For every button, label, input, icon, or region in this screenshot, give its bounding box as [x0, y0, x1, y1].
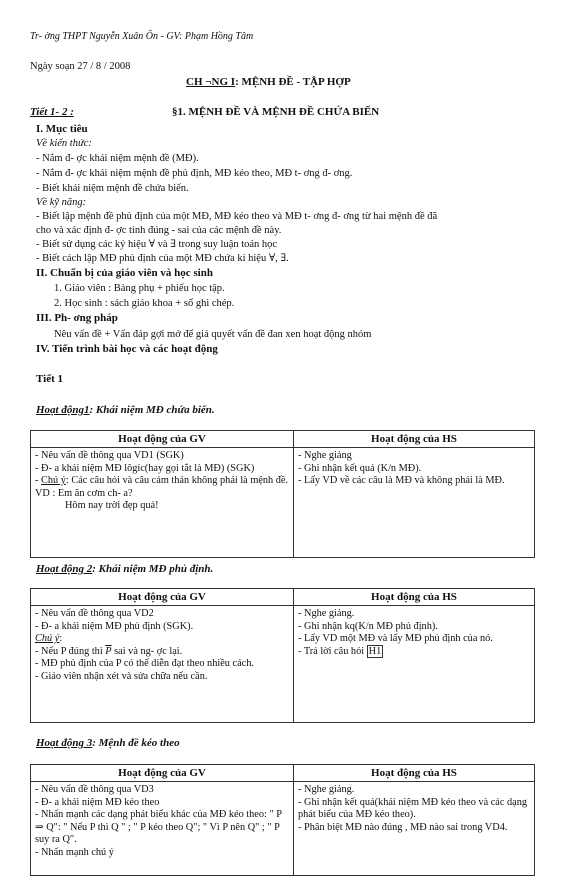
activity2-hs-cell: [294, 606, 535, 723]
activity3-col-hs: Hoạt động của HS: [294, 765, 535, 782]
chapter-title: [186, 76, 351, 89]
section4-title: IV. Tiến trình bài học và các hoạt động: [36, 343, 218, 355]
section3-title: III. Ph- ơng pháp: [36, 312, 118, 324]
activity1-hs-line-3: - Lấy VD về các câu là MĐ và không phải là MĐ.: [298, 475, 505, 486]
activity1-hs-cell: [294, 448, 535, 558]
activity3-hs-line-3: - Phân biệt MĐ nào đúng , MĐ nào sai trong VD4.: [298, 821, 508, 833]
activity2-false-text: sai và ng- ợc lại.: [114, 645, 183, 657]
page-header: Tr- ờng THPT Nguyễn Xuân Ôn - GV: Phạm Hồng Tâm: [30, 31, 254, 42]
activity3-gv-cell: [31, 782, 294, 876]
activity1-table: [30, 430, 535, 558]
activity2-gv-line-1: - Nêu vấn đề thông qua VD2: [35, 608, 154, 619]
section1-title: I. Mục tiêu: [36, 123, 88, 135]
activity2-gv-line-2: - Đ- a khái niệm MĐ phủ định (SGK).: [35, 620, 194, 632]
activity3-title: : Mệnh đề kéo theo: [92, 737, 180, 749]
activity3-label: Hoạt động 3: [36, 737, 93, 749]
activity1-label: Hoạt động1: [36, 404, 90, 416]
p-bar-symbol: $\overline{P}$: [105, 645, 112, 657]
lesson-title: §1. MỆNH ĐỀ VÀ MỆNH ĐỀ CHỨA BIẾN: [172, 106, 380, 118]
activity2-hs-line-1: - Nghe giảng.: [298, 608, 355, 619]
activity1-note-text: : Các câu hỏi và câu cảm thán không phải là mệnh đề.: [65, 475, 289, 486]
activity1-hs-line-1: - Nghe giảng: [298, 450, 352, 461]
activity3-gv-line-4: - Nhấn mạnh chú ý: [35, 846, 114, 858]
activity2-gv-note: Chú ý:: [35, 633, 63, 644]
activity2-gv-line-5: - Giáo viên nhận xét và sửa chữa nếu cần.: [35, 670, 208, 682]
skills-item-2: - Biết sử dụng các ký hiệu ∀ và ∃ trong suy luận toán học: [36, 239, 278, 250]
activity2-table: [30, 588, 535, 723]
activity1-col-hs: Hoạt động của HS: [294, 431, 535, 448]
activity3-gv-line-2: - Đ- a khái niệm MĐ kéo theo: [35, 796, 160, 808]
activity2-hs-line-4: [298, 646, 530, 659]
tiet1-heading: Tiết 1: [36, 373, 63, 385]
skills-item-3: - Biết cách lập MĐ phủ định của một MĐ chứa kí hiệu ∀, ∃.: [36, 253, 289, 264]
activity2-if-text: - Nếu P đúng thì: [35, 645, 103, 657]
method-text: Nêu vấn đề + Vấn đáp gợi mở để giả quyết vấn đề đan xen hoạt động nhóm: [54, 329, 372, 340]
activity2-gv-cell: [31, 606, 294, 723]
h1-box: H1: [368, 645, 382, 657]
activity2-gv-line-3: [35, 646, 289, 659]
skills-label: Về kỹ năng:: [36, 197, 87, 208]
activity1-title: : Khái niệm MĐ chứa biến.: [89, 404, 215, 416]
activity1-gv-line-2: - Đ- a khái niệm MĐ lôgíc(hay gọi tắt là MĐ) (SGK): [35, 462, 255, 474]
activity3-table: [30, 764, 535, 876]
section2-title: II. Chuẩn bị của giáo viên và học sinh: [36, 267, 213, 279]
activity1-note-label: Chú ý: [41, 475, 66, 486]
activity3-hs-cell: [294, 782, 535, 876]
activity2-note-label: Chú ý: [35, 633, 60, 644]
skills-item-1-cont: cho và xác định đ- ợc tính đúng - sai của các mệnh đề này.: [36, 225, 282, 236]
activity1-heading: [36, 404, 215, 417]
activity2-col-gv: Hoạt động của GV: [31, 589, 294, 606]
activity3-gv-line-3: - Nhấn mạnh các dạng phát biểu khác của MĐ kéo theo: " P ⇒ Q": " Nếu P thì Q " ; " P kéo theo Q"; " Vì P nên Q" ; " P suy ra Q".: [35, 809, 282, 845]
activity2-gv-line-4: - MĐ phủ định của P có thể diễn đạt theo nhiều cách.: [35, 658, 254, 669]
activity3-heading: [36, 737, 180, 750]
activity1-gv-note: - Chú ý: Các câu hỏi và câu cảm thán không phải là mệnh đề.: [35, 475, 289, 486]
knowledge-item-2: - Nắm đ- ợc khái niệm mệnh đề phủ định, MĐ kéo theo, MĐ t- ơng đ- ơng.: [36, 168, 353, 179]
activity3-hs-line-2: - Ghi nhận kết quả(khái niệm MĐ kéo theo và các dạng phát biểu của MĐ kéo theo).: [298, 796, 528, 820]
knowledge-item-3: - Biết khái niệm mệnh đề chứa biến.: [36, 183, 189, 194]
activity2-title: : Khái niệm MĐ phủ định.: [92, 563, 214, 575]
prep-teacher: 1. Giáo viên : Bảng phụ + phiếu học tập.: [54, 283, 225, 294]
activity2-hs-line-3: - Lấy VD một MĐ và lấy MĐ phủ định của nó.: [298, 633, 493, 644]
activity2-label: Hoạt động 2: [36, 563, 93, 575]
activity1-gv-line-1: - Nêu vấn đề thông qua VD1 (SGK): [35, 450, 184, 461]
prep-student: 2. Học sinh : sách giáo khoa + sổ ghi chép.: [54, 298, 235, 309]
chapter-prefix: CH ¬NG I: [186, 76, 236, 88]
knowledge-item-1: - Nắm đ- ợc khái niệm mệnh đề (MĐ).: [36, 153, 199, 164]
activity1-hs-line-2: - Ghi nhận kết quả (K/n MĐ).: [298, 462, 422, 474]
date-line: Ngày soạn 27 / 8 / 2008: [30, 61, 131, 72]
skills-item-1: - Biết lập mệnh đề phủ định của một MĐ, MĐ kéo theo và MĐ t- ơng đ- ơng từ hai mệnh đề đã: [36, 211, 438, 222]
activity2-heading: [36, 563, 213, 576]
lesson-label: Tiết 1- 2 :: [30, 106, 74, 118]
activity1-gv-example-2: Hôm nay trời đẹp quá!: [65, 500, 159, 511]
activity3-col-gv: Hoạt động của GV: [31, 765, 294, 782]
activity2-col-hs: Hoạt động của HS: [294, 589, 535, 606]
activity2-answer-text: - Trả lời câu hỏi: [298, 645, 365, 657]
chapter-rest: : MỆNH ĐỀ - TẬP HỢP: [235, 76, 351, 88]
knowledge-label: Về kiến thức:: [36, 138, 92, 149]
activity2-hs-line-2: - Ghi nhận kq(K/n MĐ phủ định).: [298, 620, 438, 632]
activity1-col-gv: Hoạt động của GV: [31, 431, 294, 448]
activity3-gv-line-1: - Nêu vấn đề thông qua VD3: [35, 784, 154, 795]
activity3-hs-line-1: - Nghe giảng.: [298, 784, 355, 795]
activity1-gv-cell: [31, 448, 294, 558]
activity1-gv-example: VD : Em ăn cơm ch- a?: [35, 487, 133, 499]
